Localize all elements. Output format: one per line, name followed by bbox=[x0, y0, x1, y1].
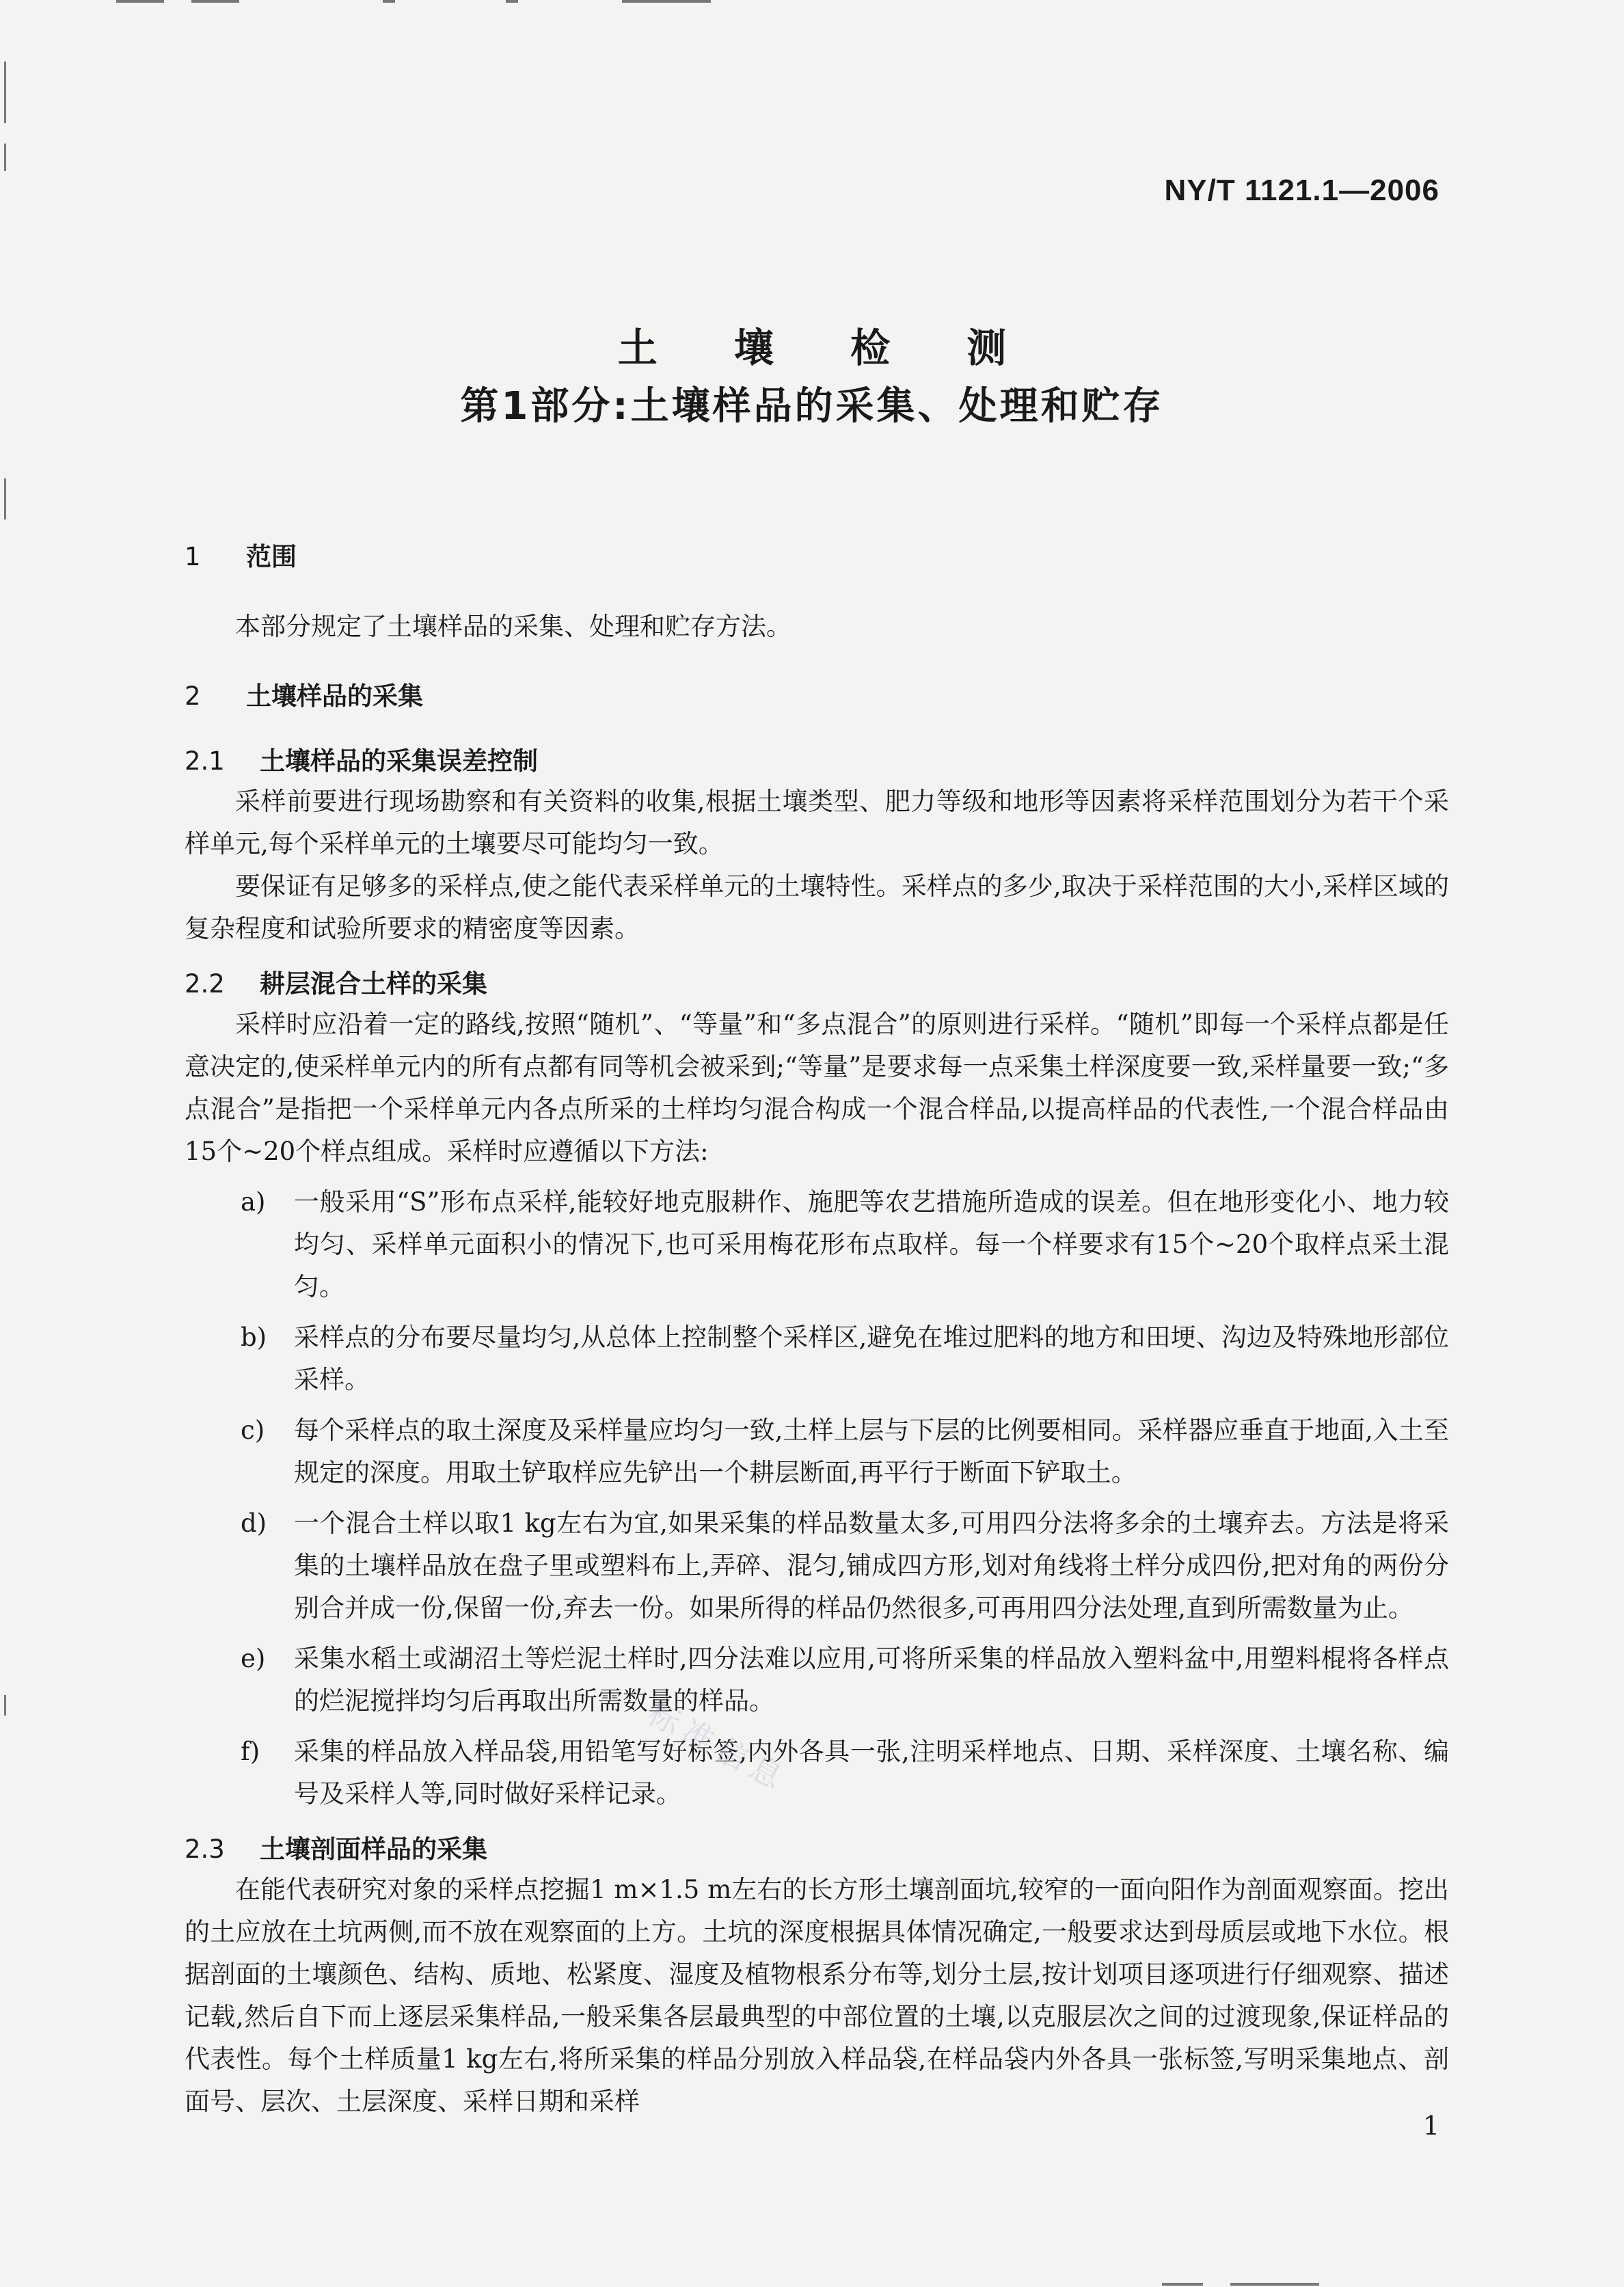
section-number: 2.3 bbox=[185, 1835, 225, 1864]
list-item-text: 每个采样点的取土深度及采样量应均匀一致,土样上层与下层的比例要相同。采样器应垂直于地面,入土至规定的深度。用取土铲取样应先铲出一个耕层断面,再平行于断面下铲取土。 bbox=[294, 1416, 1449, 1487]
list-item bbox=[185, 1316, 1449, 1401]
list-item-label: f) bbox=[241, 1737, 260, 1766]
section-number: 2 bbox=[185, 681, 201, 711]
scan-mark-left-4 bbox=[4, 1695, 6, 1716]
scan-mark-bottom-2 bbox=[1230, 2283, 1319, 2286]
list-item-label: c) bbox=[241, 1416, 265, 1445]
list-item-text: 采集水稻土或湖沼土等烂泥土样时,四分法难以应用,可将所采集的样品放入塑料盆中,用塑料棍将各样点的烂泥搅拌均匀后再取出所需数量的样品。 bbox=[294, 1644, 1449, 1716]
document-title: 土 壤 检 测 bbox=[617, 325, 1038, 371]
watermark: 标准信息 bbox=[642, 1694, 795, 1800]
section-number: 2.1 bbox=[185, 746, 225, 776]
section-2-1-paragraph-1: 采样前要进行现场勘察和有关资料的收集,根据土壤类型、肥力等级和地形等因素将采样范围划分为若干个采样单元,每个采样单元的土壤要尽可能均匀一致。 bbox=[185, 787, 1449, 858]
section-2-1-paragraph-2: 要保证有足够多的采样点,使之能代表采样单元的土壤特性。采样点的多少,取决于采样范围的大小,采样区域的复杂程度和试验所要求的精密度等因素。 bbox=[185, 871, 1449, 943]
section-title: 范围 bbox=[246, 542, 297, 571]
list-item-label: b) bbox=[241, 1323, 267, 1352]
section-2-2-paragraph-1: 采样时应沿着一定的路线,按照“随机”、“等量”和“多点混合”的原则进行采样。“随机”即每一个采样点都是任意决定的,使采样单元内的所有点都有同等机会被采到;“等量”是要求每一点采集土样深度要一致,采样量要一致;“多点混合”是指把一个采样单元内各点所采的土样均匀混合构成一个混合样品,以提高样品的代表性,一个混合样品由15个~20个样点组成。采样时应遵循以下方法: bbox=[185, 1010, 1449, 1166]
section-2-1-heading bbox=[185, 742, 1449, 781]
scan-mark-top-1 bbox=[116, 0, 164, 3]
scan-mark-top-3 bbox=[383, 0, 395, 3]
section-number: 1 bbox=[185, 542, 201, 571]
page-number: 1 bbox=[1422, 2111, 1439, 2141]
list-item-text: 一个混合土样以取1 kg左右为宜,如果采集的样品数量太多,可用四分法将多余的土壤弃去。方法是将采集的土壤样品放在盘子里或塑料布上,弄碎、混匀,铺成四方形,划对角线将土样分成四份,把对角的两份分别合并成一份,保留一份,弃去一份。如果所得的样品仍然很多,可再用四分法处理,直到所需数量为止。 bbox=[294, 1508, 1449, 1623]
section-2-2-heading bbox=[185, 965, 1449, 1003]
standard-number: NY/T 1121.1—2006 bbox=[1164, 174, 1439, 207]
section-title: 土壤剖面样品的采集 bbox=[260, 1835, 487, 1864]
section-title: 耕层混合土样的采集 bbox=[260, 969, 487, 999]
list-item-text: 一般采用“S”形布点采样,能较好地克服耕作、施肥等农艺措施所造成的误差。但在地形变化小、地力较均匀、采样单元面积小的情况下,也可采用梅花形布点取样。每一个样要求有15个~20个取样点采土混匀。 bbox=[294, 1187, 1449, 1301]
section-1-heading bbox=[185, 526, 1449, 588]
list-item bbox=[185, 1638, 1449, 1722]
list-item-label: a) bbox=[241, 1187, 266, 1217]
list-item-label: d) bbox=[241, 1508, 267, 1538]
section-number: 2.2 bbox=[185, 969, 225, 999]
scan-mark-left-2 bbox=[4, 144, 6, 171]
document-subtitle: 第1部分:土壤样品的采集、处理和贮存 bbox=[460, 384, 1164, 429]
section-title: 土壤样品的采集误差控制 bbox=[260, 746, 538, 776]
list-item-text: 采集的样品放入样品袋,用铅笔写好标签,内外各具一张,注明采样地点、日期、采样深度、土壤名称、编号及采样人等,同时做好采样记录。 bbox=[294, 1737, 1449, 1809]
scan-mark-top-5 bbox=[622, 0, 711, 3]
scan-mark-top-4 bbox=[506, 0, 518, 3]
section-2-3-paragraph-1: 在能代表研究对象的采样点挖掘1 m×1.5 m左右的长方形土壤剖面坑,较窄的一面向阳作为剖面观察面。挖出的土应放在土坑两侧,而不放在观察面的上方。土坑的深度根据具体情况确定,一般要求达到母质层或地下水位。根据剖面的土壤颜色、结构、质地、松紧度、湿度及植物根系分布等,划分土层,按计划项目逐项进行仔细观察、描述记载,然后自下而上逐层采集样品,一般采集各层最典型的中部位置的土壤,以克服层次之间的过渡现象,保证样品的代表性。每个土样质量1 kg左右,将所采集的样品分别放入样品袋,在样品袋内外各具一张标签,写明采集地点、剖面号、层次、土层深度、采样日期和采样 bbox=[185, 1875, 1449, 2116]
list-item-text: 采样点的分布要尽量均匀,从总体上控制整个采样区,避免在堆过肥料的地方和田埂、沟边及特殊地形部位采样。 bbox=[294, 1323, 1449, 1394]
section-2-heading bbox=[185, 666, 1449, 727]
section-1-paragraph: 本部分规定了土壤样品的采集、处理和贮存方法。 bbox=[235, 612, 791, 641]
section-2-3-heading bbox=[185, 1830, 1449, 1869]
scan-mark-left-1 bbox=[4, 62, 6, 123]
section-title: 土壤样品的采集 bbox=[246, 681, 423, 711]
document-body bbox=[185, 526, 1449, 2123]
scan-mark-top-2 bbox=[191, 0, 239, 3]
list-item-label: e) bbox=[241, 1644, 266, 1673]
list-item bbox=[185, 1409, 1449, 1494]
scan-mark-bottom-1 bbox=[1162, 2283, 1203, 2286]
list-item bbox=[185, 1731, 1449, 1815]
list-item bbox=[185, 1502, 1449, 1629]
list-item bbox=[185, 1181, 1449, 1308]
scan-mark-left-3 bbox=[4, 478, 6, 519]
